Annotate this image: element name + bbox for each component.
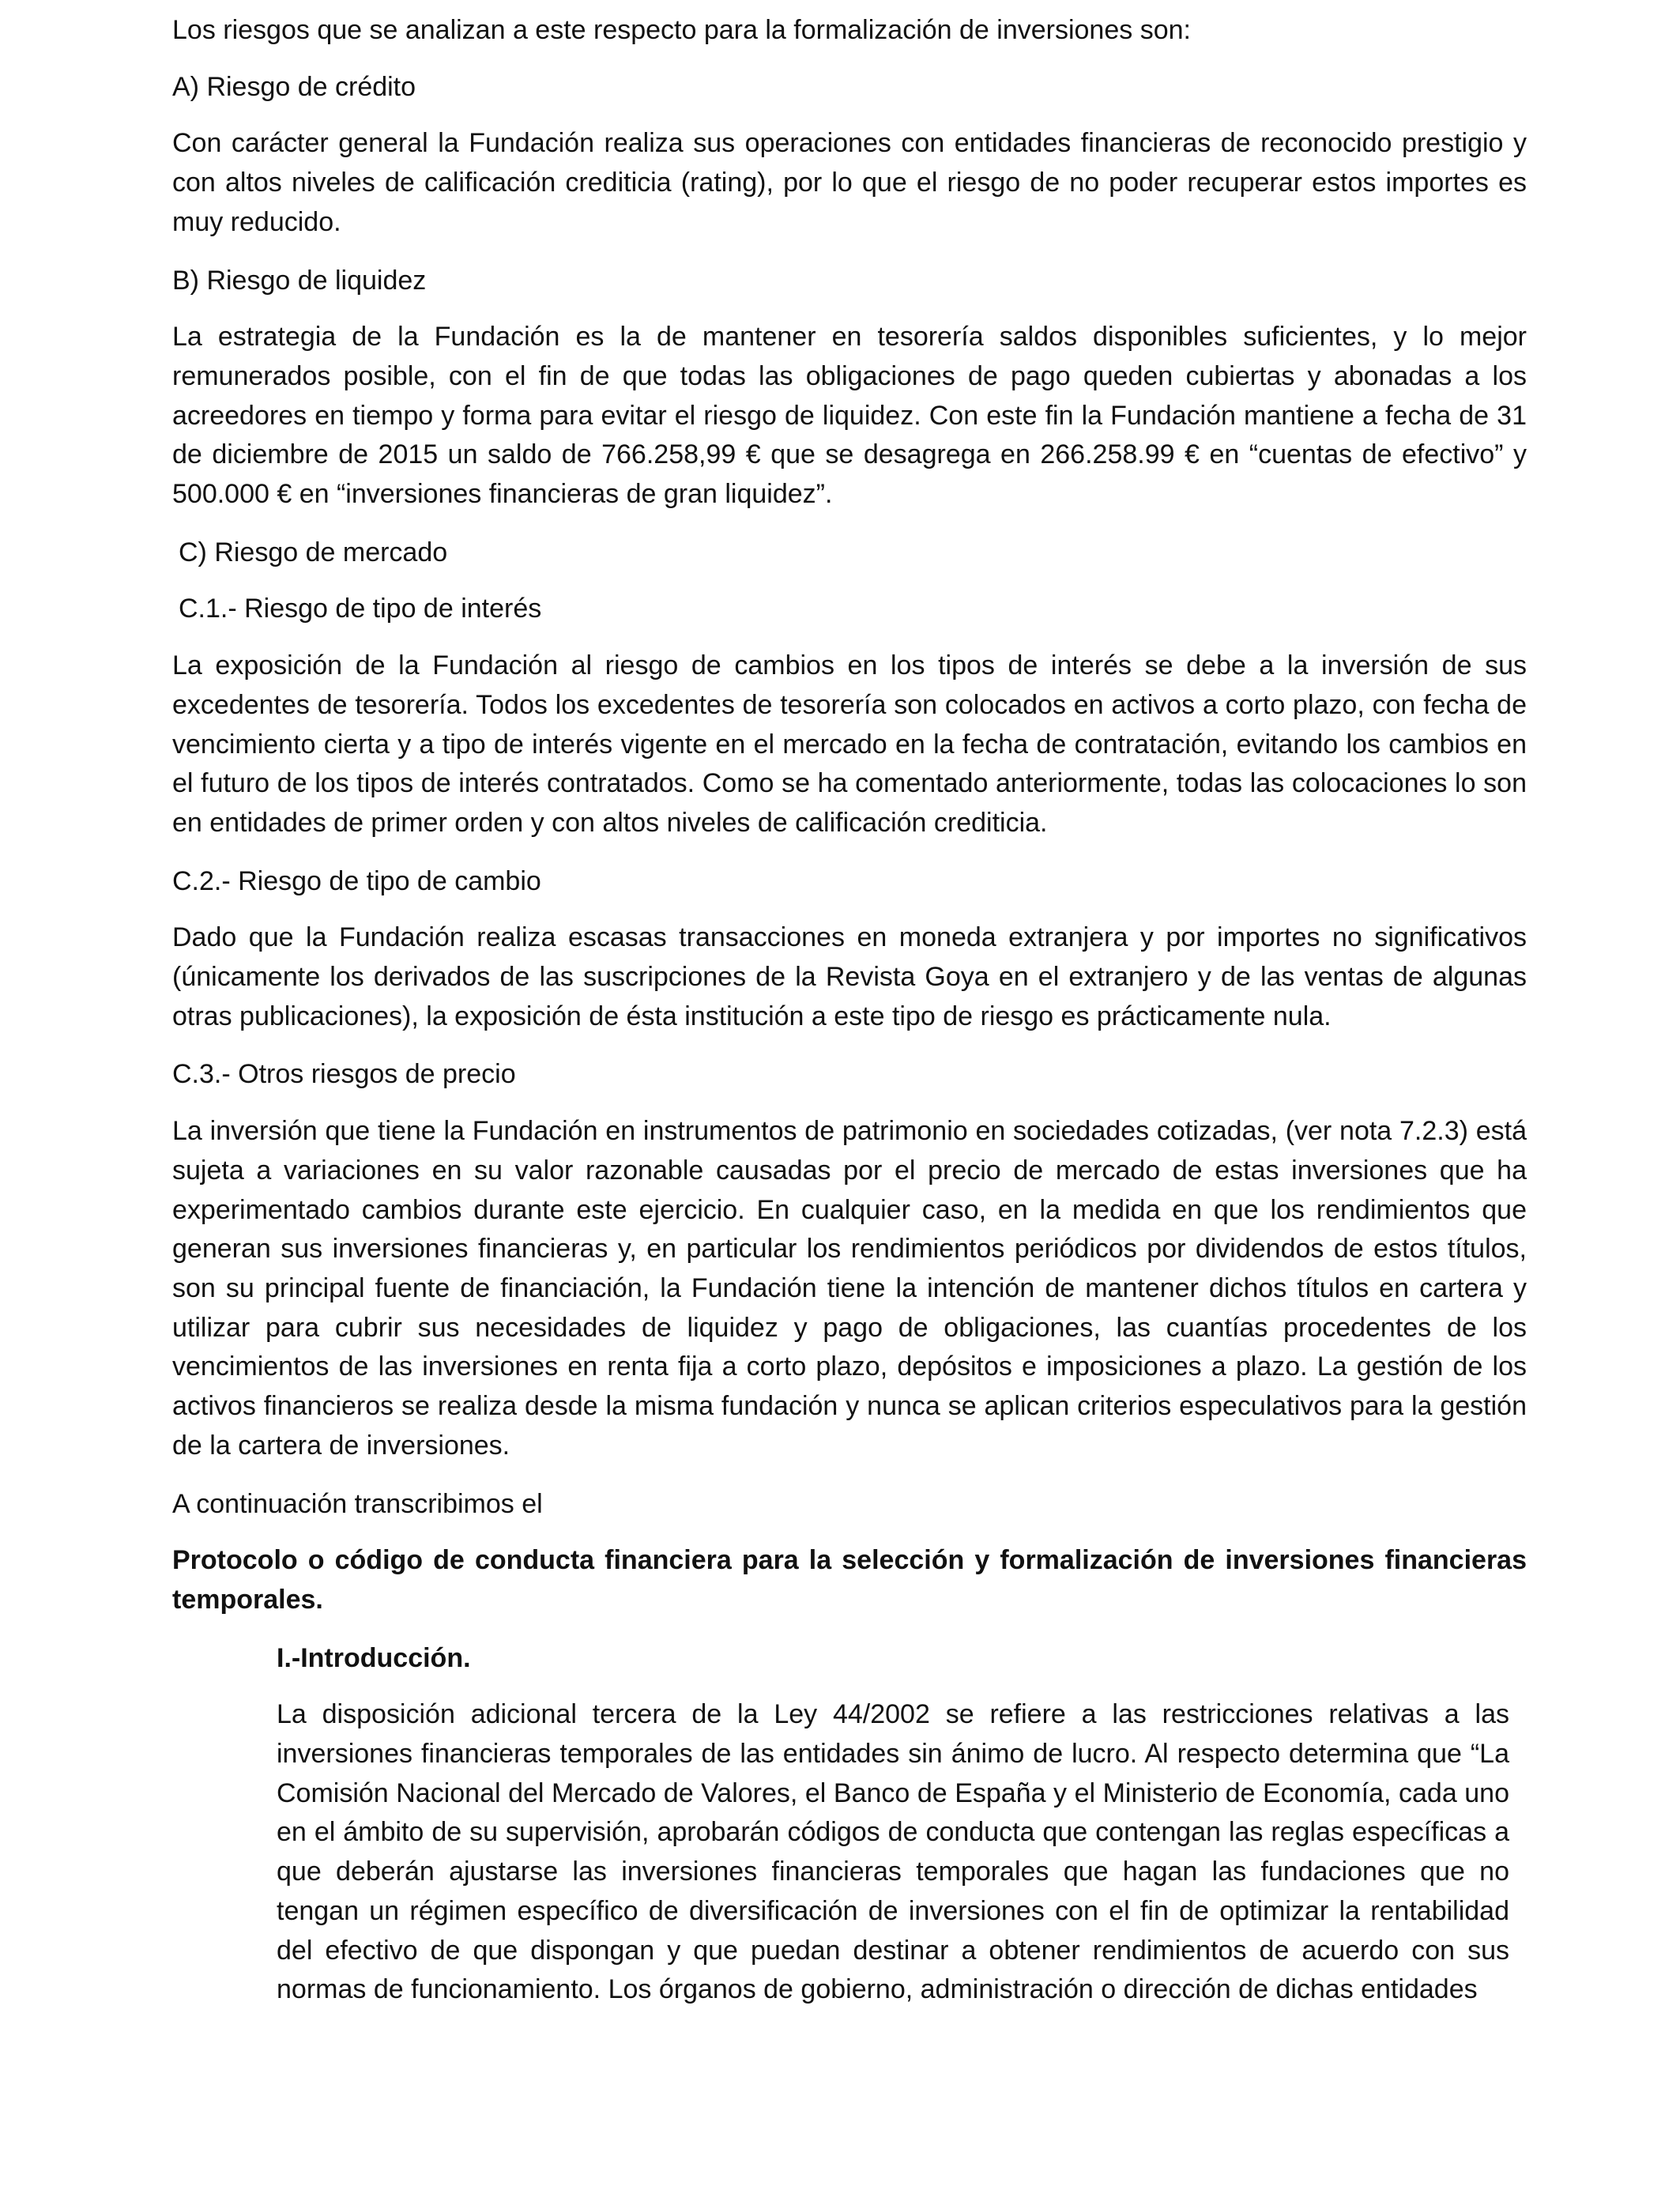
introduction-paragraph: La disposición adicional tercera de la Ley 44/2002 se refiere a las restricciones relativas a las inversiones financieras temporales de las entidades sin ánimo de lucro. Al respecto determina que “La Comisión Nacional del Mercado de Valores, el Banco de España y el Ministerio de Economía, cada uno en el ámbito de su supervisión, aprobarán códigos de conducta que contengan las reglas específicas a que deberán ajustarse las inversiones financieras temporales que hagan las fundaciones que no tengan un régimen específico de diversificación de inversiones con el fin de optimizar la rentabilidad del efectivo de que dispongan y que puedan destinar a obtener rendimientos de acuerdo con sus normas de funcionamiento. Los órganos de gobierno, administración o dirección de dichas entidades [277, 1699, 1509, 2005]
heading-market-risk: C) Riesgo de mercado [179, 537, 448, 567]
credit-risk-paragraph: Con carácter general la Fundación realiza sus operaciones con entidades financieras de reconocido prestigio y con altos niveles de calificación crediticia (rating), por lo que el riesgo de no poder recuperar estos importes es muy reducido. [172, 128, 1527, 237]
exchange-rate-risk-paragraph: Dado que la Fundación realiza escasas transacciones en moneda extranjera y por importes no significativos (únicamente los derivados de las suscripciones de la Revista Goya en el extranjero y de las ventas de algunas otras publicaciones), la exposición de ésta institución a este tipo de riesgo es prácticamente nula. [172, 922, 1527, 1031]
heading-credit-risk: A) Riesgo de crédito [172, 71, 416, 102]
section-heading-introduction: I.-Introducción. [277, 1642, 471, 1673]
transition-paragraph: A continuación transcribimos el [172, 1488, 543, 1519]
protocol-title: Protocolo o código de conducta financiera para la selección y formalización de inversiones financieras temporales. [172, 1545, 1527, 1615]
heading-interest-rate-risk: C.1.- Riesgo de tipo de interés [179, 594, 542, 624]
intro-paragraph: Los riesgos que se analizan a este respecto para la formalización de inversiones son: [172, 15, 1191, 45]
heading-price-risk: C.3.- Otros riesgos de precio [172, 1059, 516, 1090]
document-page [172, 11, 1527, 2010]
heading-exchange-rate-risk: C.2.- Riesgo de tipo de cambio [172, 865, 541, 896]
liquidity-risk-paragraph: La estrategia de la Fundación es la de mantener en tesorería saldos disponibles suficientes, y lo mejor remunerados posible, con el fin de que todas las obligaciones de pago queden cubiertas y abonadas a los acreedores en tiempo y forma para evitar el riesgo de liquidez. Con este fin la Fundación mantiene a fecha de 31 de diciembre de 2015 un saldo de 766.258,99 € que se desagrega en 266.258.99 € en “cuentas de efectivo” y 500.000 € en “inversiones financieras de gran liquidez”. [172, 322, 1527, 510]
price-risk-paragraph: La inversión que tiene la Fundación en instrumentos de patrimonio en sociedades cotizadas, (ver nota 7.2.3) está sujeta a variaciones en su valor razonable causadas por el precio de mercado de estas inversiones que ha experimentado cambios durante este ejercicio. En cualquier caso, en la medida en que los rendimientos que generan sus inversiones financieras y, en particular los rendimientos periódicos por dividendos de estos títulos, son su principal fuente de financiación, la Fundación tiene la intención de mantener dichos títulos en cartera y utilizar para cubrir sus necesidades de liquidez y pago de obligaciones, las cuantías procedentes de los vencimientos de las inversiones en renta fija a corto plazo, depósitos e imposiciones a plazo. La gestión de los activos financieros se realiza desde la misma fundación y nunca se aplican criterios especulativos para la gestión de la cartera de inversiones. [172, 1116, 1527, 1461]
interest-rate-risk-paragraph: La exposición de la Fundación al riesgo de cambios en los tipos de interés se debe a la inversión de sus excedentes de tesorería. Todos los excedentes de tesorería son colocados en activos a corto plazo, con fecha de vencimiento cierta y a tipo de interés vigente en el mercado en la fecha de contratación, evitando los cambios en el futuro de los tipos de interés contratados. Como se ha comentado anteriormente, todas las colocaciones lo son en entidades de primer orden y con altos niveles de calificación crediticia. [172, 650, 1527, 838]
heading-liquidity-risk: B) Riesgo de liquidez [172, 265, 427, 296]
